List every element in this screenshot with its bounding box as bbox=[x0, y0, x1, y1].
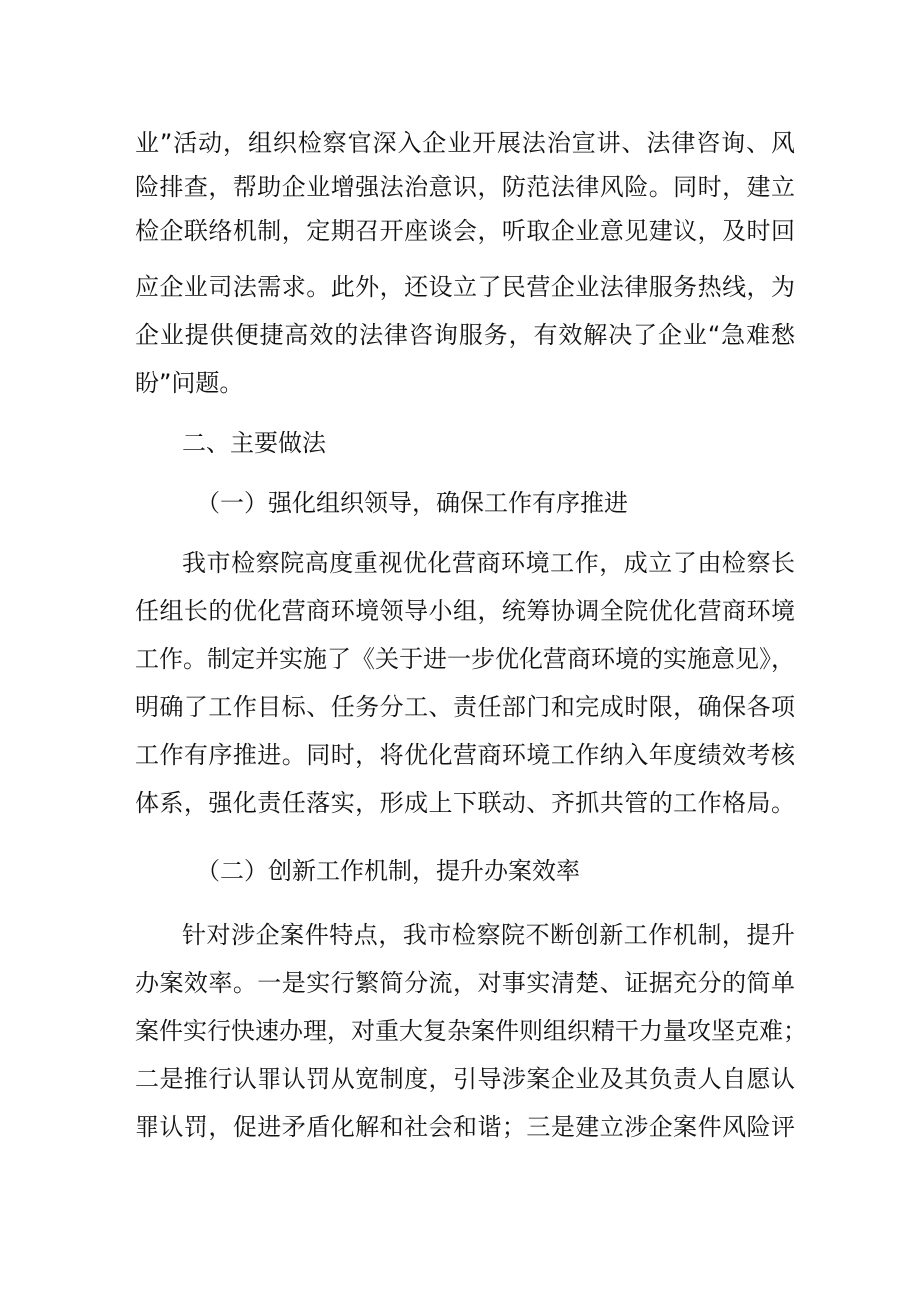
paragraph-line: 应企业司法需求。此外，还设立了民营企业法律服务热线，为 bbox=[135, 273, 795, 301]
paragraph-line: 案件实行快速办理，对重大复杂案件则组织精干力量攻坚克难； bbox=[135, 1017, 807, 1045]
paragraph-line: 体系，强化责任落实，形成上下联动、齐抓共管的工作格局。 bbox=[135, 789, 795, 817]
paragraph-line: 针对涉企案件特点，我市检察院不断创新工作机制，提升 bbox=[182, 921, 795, 949]
paragraph-line: 工作。制定并实施了《关于进一步优化营商环境的实施意见》， bbox=[135, 645, 795, 673]
paragraph-line: 任组长的优化营商环境领导小组，统筹协调全院优化营商环境 bbox=[135, 597, 795, 625]
paragraph-line: 企业提供便捷高效的法律咨询服务，有效解决了企业“急难愁 bbox=[135, 321, 795, 349]
paragraph-line: 明确了工作目标、任务分工、责任部门和完成时限，确保各项 bbox=[135, 693, 795, 721]
paragraph-line: 险排查，帮助企业增强法治意识，防范法律风险。同时，建立 bbox=[135, 173, 795, 201]
paragraph-line: 罪认罚，促进矛盾化解和社会和谐；三是建立涉企案件风险评 bbox=[135, 1113, 795, 1141]
paragraph-line: 工作有序推进。同时，将优化营商环境工作纳入年度绩效考核 bbox=[135, 741, 795, 769]
section-heading: 二、主要做法 bbox=[182, 429, 326, 457]
paragraph-line: 办案效率。一是实行繁简分流，对事实清楚、证据充分的简单 bbox=[135, 969, 795, 997]
paragraph-line: 盼”问题。 bbox=[135, 369, 244, 397]
paragraph-line: 二是推行认罪认罚从宽制度，引导涉案企业及其负责人自愿认 bbox=[135, 1065, 795, 1093]
paragraph-line: 业”活动，组织检察官深入企业开展法治宣讲、法律咨询、风 bbox=[135, 129, 795, 157]
paragraph-line: 我市检察院高度重视优化营商环境工作，成立了由检察长 bbox=[182, 549, 795, 577]
paragraph-line: 检企联络机制，定期召开座谈会，听取企业意见建议，及时回 bbox=[135, 217, 795, 245]
subsection-heading: （一）强化组织领导，确保工作有序推进 bbox=[196, 489, 628, 517]
subsection-heading: （二）创新工作机制，提升办案效率 bbox=[196, 857, 580, 885]
